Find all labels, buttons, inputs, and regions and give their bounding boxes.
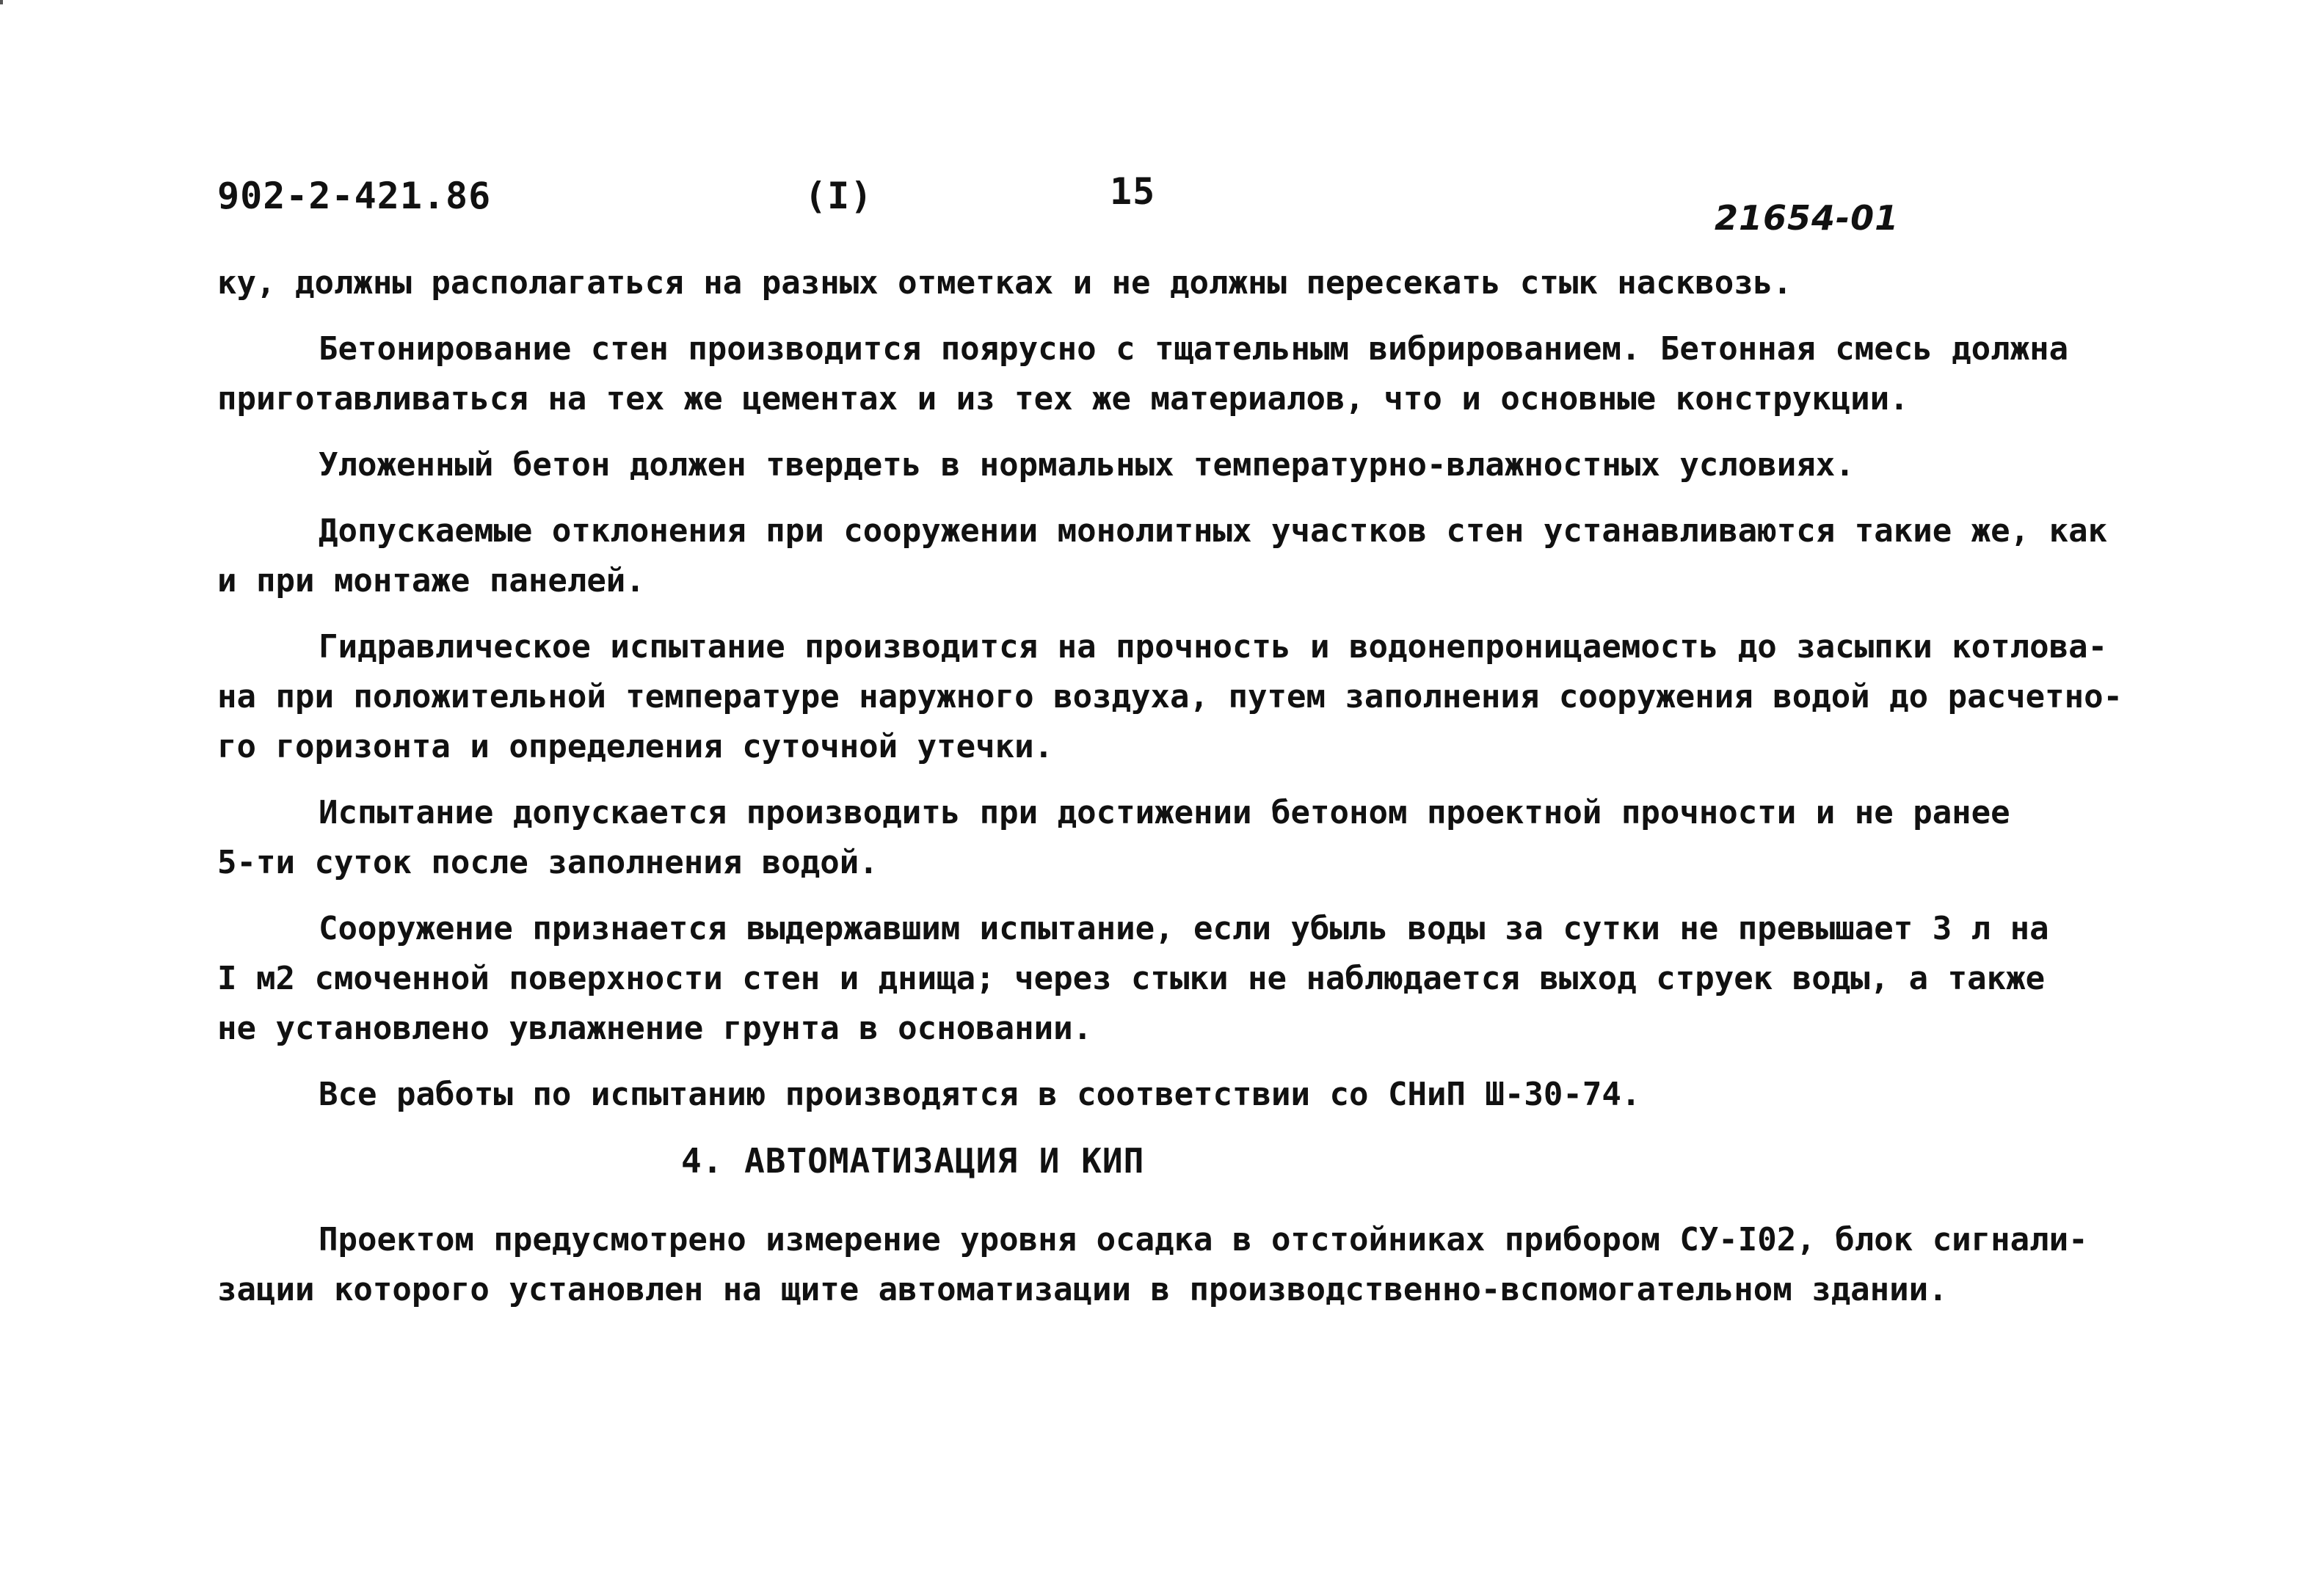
text-line: Испытание допускается производить при достижении бетоном проектной прочности и не ранее xyxy=(319,794,2010,831)
paragraph-continuation xyxy=(217,258,2214,308)
text-line: Гидравлическое испытание производится на прочность и водонепроницаемость до засыпки котлова- xyxy=(319,628,2108,666)
paragraph-tolerances xyxy=(217,506,2214,606)
document-code: 902-2-421.86 xyxy=(217,175,492,217)
page-number: 15 xyxy=(1110,170,1156,213)
text-line: ку, должны располагаться на разных отметках и не должны пересекать стык насквозь. xyxy=(217,264,1792,302)
text-line: и при монтаже панелей. xyxy=(217,562,645,600)
text-line: Уложенный бетон должен твердеть в нормальных температурно-влажностных условиях. xyxy=(319,446,1855,484)
text-line: зации которого установлен на щите автоматизации в производственно-вспомогательном здании. xyxy=(217,1271,1948,1308)
text-line: Все работы по испытанию производятся в соответствии со СНиП Ш-30-74. xyxy=(319,1076,1641,1113)
paragraph-acceptance xyxy=(217,904,2214,1054)
section-heading: 4. АВТОМАТИЗАЦИЯ И КИП xyxy=(681,1141,1145,1181)
paragraph-hydraulic-test xyxy=(217,622,2214,772)
paragraph-concreting xyxy=(217,324,2214,424)
text-line: го горизонта и определения суточной утечки. xyxy=(217,728,1054,765)
text-line: не установлено увлажнение грунта в основании. xyxy=(217,1010,1093,1047)
text-line: приготавливаться на тех же цементах и из тех же материалов, что и основные конструкции. xyxy=(217,380,1909,418)
text-line: Допускаемые отклонения при сооружении монолитных участков стен устанавливаются такие же, как xyxy=(319,512,2108,550)
paragraph-standards xyxy=(217,1070,2214,1120)
text-line: Сооружение признается выдержавшим испытание, если убыль воды за сутки не превышает 3 л на xyxy=(319,910,2049,947)
paragraph-test-conditions xyxy=(217,788,2214,888)
text-line: на при положительной температуре наружного воздуха, путем заполнения сооружения водой до расчетно- xyxy=(217,678,2123,715)
text-line: Бетонирование стен производится поярусно с тщательным вибрированием. Бетонная смесь должна xyxy=(319,330,2069,368)
paragraph-curing xyxy=(217,440,2214,490)
inventory-number: 21654-01 xyxy=(1715,198,1900,238)
text-line: I м2 смоченной поверхности стен и днища; через стыки не наблюдается выход струек воды, а также xyxy=(217,960,2046,997)
paragraph-automation xyxy=(217,1215,2214,1315)
text-line: Проектом предусмотрено измерение уровня осадка в отстойниках прибором СУ-I02, блок сигнали- xyxy=(319,1221,2088,1258)
part-number: (I) xyxy=(804,175,873,217)
text-line: 5-ти суток после заполнения водой. xyxy=(217,844,879,881)
document-body xyxy=(217,258,2214,1331)
scan-mark xyxy=(0,0,3,4)
